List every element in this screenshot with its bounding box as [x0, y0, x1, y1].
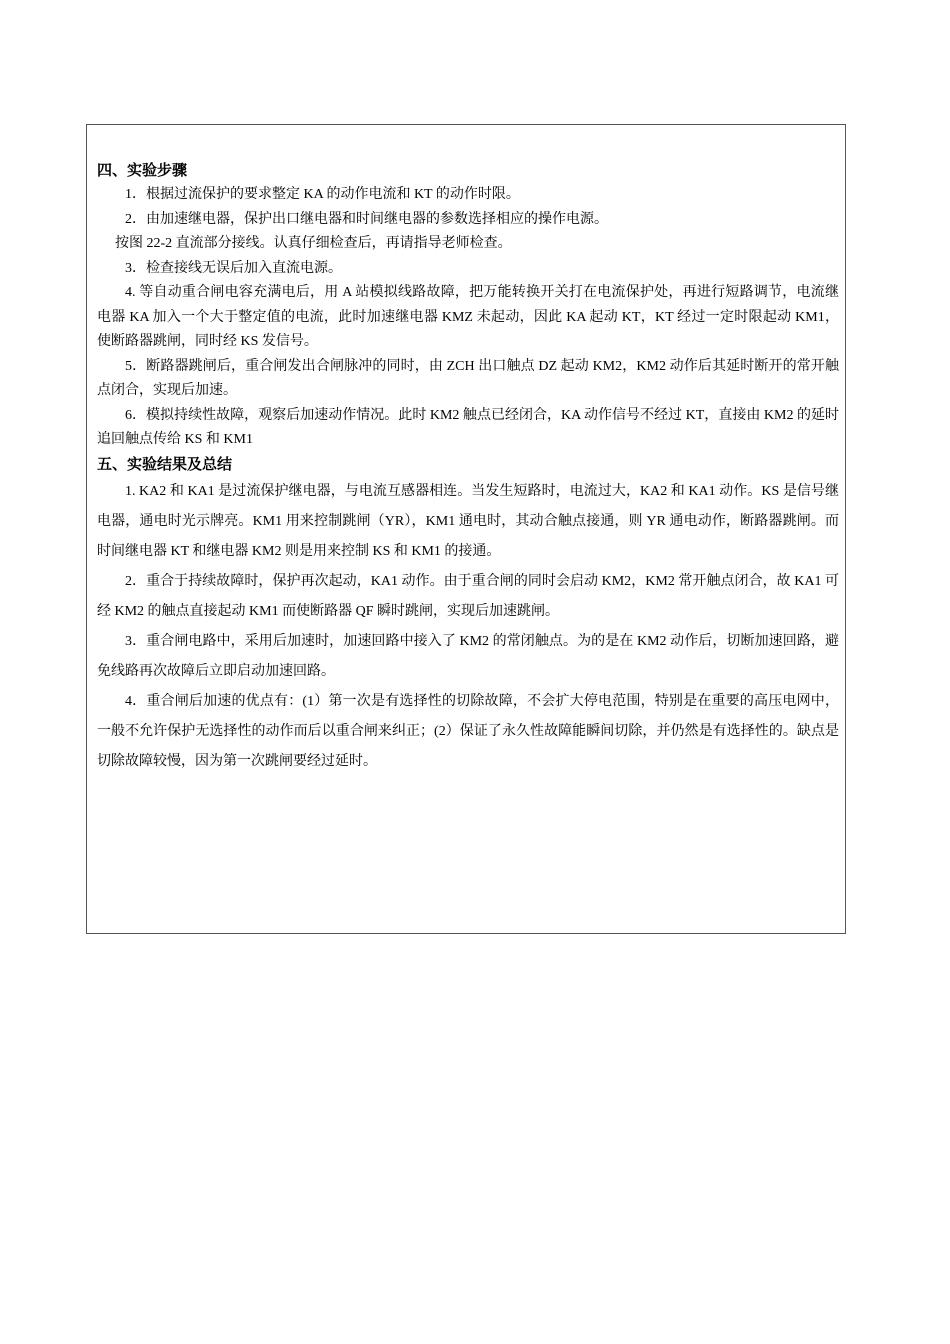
- result-2: 2．重合于持续故障时，保护再次起动，KA1 动作。由于重合闸的同时会启动 KM2，KM2 常开触点闭合，故 KA1 可经 KM2 的触点直接起动 KM1 而使断路器 QF 瞬时跳闸，实现后加速跳闸。: [97, 573, 839, 619]
- step-6: 6．模拟持续性故障，观察后加速动作情况。此时 KM2 触点已经闭合，KA 动作信号不经过 KT，直接由 KM2 的延时追回触点传给 KS 和 KM1: [97, 407, 839, 447]
- section-5-title: 五、实验结果及总结: [97, 455, 233, 473]
- result-3: 3．重合闸电路中，采用后加速时，加速回路中接入了 KM2 的常闭触点。为的是在 KM2 动作后，切断加速回路，避免线路再次故障后立即启动加速回路。: [97, 633, 839, 679]
- section-4-title: 四、实验步骤: [97, 162, 188, 179]
- report-content: [97, 159, 839, 777]
- result-4: 4．重合闸后加速的优点有：(1）第一次是有选择性的切除故障，不会扩大停电范围，特别是在重要的高压电网中，一般不允许保护无选择性的动作而后以重合闸来纠正；(2）保证了永久性故障能瞬间切除，并仍然是有选择性的。缺点是切除故障较慢，因为第一次跳闸要经过延时。: [97, 693, 839, 769]
- result-1: 1. KA2 和 KA1 是过流保护继电器，与电流互感器相连。当发生短路时，电流过大，KA2 和 KA1 动作。KS 是信号继电器，通电时光示牌亮。KM1 用来控制跳闸（YR），KM1 通电时，其动合触点接通，则 YR 通电动作，断路器跳闸。而时间继电器 KT 和继电器 KM2 则是用来控制 KS 和 KM1 的接通。: [97, 483, 839, 559]
- step-4: 4. 等自动重合闸电容充满电后，用 A 站模拟线路故障，把万能转换开关打在电流保护处，再进行短路调节，电流继电器 KA 加入一个大于整定值的电流，此时加速继电器 KMZ 未起动，因此 KA 起动 KT，KT 经过一定时限起动 KM1，使断路器跳闸，同时经 KS 发信号。: [97, 285, 839, 349]
- section-4-body: [97, 183, 839, 453]
- step-1: 1．根据过流保护的要求整定 KA 的动作电流和 KT 的动作时限。: [125, 187, 520, 202]
- step-2-note: 按图 22-2 直流部分接线。认真仔细检查后，再请指导老师检查。: [115, 236, 512, 251]
- report-table-cell: [86, 124, 846, 934]
- step-5: 5．断路器跳闸后，重合闸发出合闸脉冲的同时，由 ZCH 出口触点 DZ 起动 KM2，KM2 动作后其延时断开的常开触点闭合，实现后加速。: [97, 358, 839, 398]
- section-5-body: [97, 477, 839, 777]
- step-2: 2．由加速继电器，保护出口继电器和时间继电器的参数选择相应的操作电源。: [125, 211, 608, 227]
- step-3: 3．检查接线无误后加入直流电源。: [125, 260, 342, 276]
